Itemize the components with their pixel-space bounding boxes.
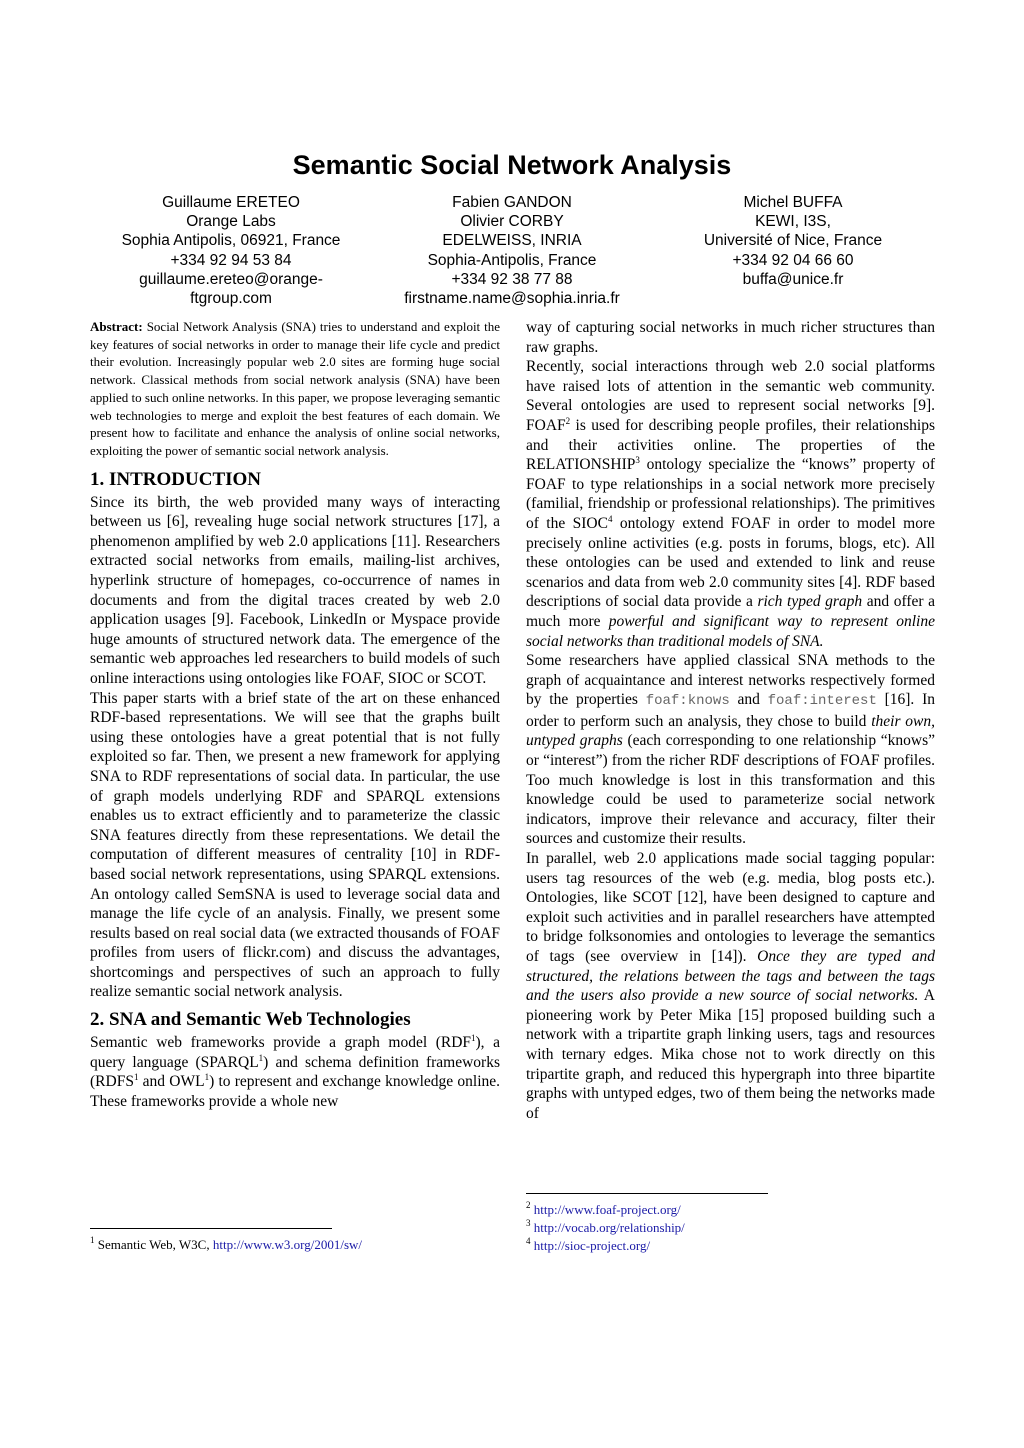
author-affiliation: EDELWEISS, INRIA	[442, 232, 582, 250]
author-phone: +334 92 94 53 84	[170, 251, 292, 269]
code-foaf-knows: foaf:knows	[645, 693, 730, 710]
code-foaf-interest: foaf:interest	[767, 693, 877, 710]
footnotes-right	[526, 1201, 685, 1255]
right-paragraph-3: In parallel, web 2.0 applications made social tagging popular: users tag resources of the web (e.g. media, blog posts etc.). Ontologies, like SCOT [12], have been designed to capture and exploit such activities and in parallel researchers have attempted to bridge folksonomies and ontologies to leverage the semantics of tags (see overview in [14]). Once they are typed and structured, the relations between the tags and between the tags and the users also provide a new source of social networks. A pioneering work by Peter Mika [15] proposed building such a network with a tripartite graph linking users, tags and resources with ternary edges. Mika chose not to work directly on this tripartite graph, and reduced this hypergraph into three bipartite graphs with untyped edges, two of them being the networks made of	[526, 850, 936, 1122]
author-name: Michel BUFFA	[743, 194, 843, 211]
author-address: Sophia-Antipolis, France	[427, 251, 597, 269]
footnote-marker: 1	[133, 1072, 139, 1083]
author-email: buffa@unice.fr	[742, 270, 844, 288]
footnote-marker: 1	[204, 1072, 210, 1083]
author-address: Sophia Antipolis, 06921, France	[121, 232, 341, 250]
author-address: Université of Nice, France	[703, 232, 883, 250]
footnote-marker: 3	[635, 455, 640, 466]
footnote-4: $^4$ http://sioc-project.org/	[526, 1236, 651, 1253]
author-block-1	[96, 193, 366, 308]
footnote-3: $^3$ http://vocab.org/relationship/	[526, 1218, 685, 1235]
abstract-label: Abstract:	[90, 319, 143, 334]
right-paragraph-2: Some researchers have applied classical SNA methods to the graph of acquaintance and interest networks respectively formed by the properties foaf:knows and foaf:interest [16]. In order to perform such an analysis, they chose to build their own, untyped graphs (each corresponding to one relationship “knows” or “interest”) from the richer RDF descriptions of FOAF profiles. Too much knowledge is lost in this transformation and this knowledge could be used to parameterize social network indicators, improve their relevance and accuracy, filter their sources and customize their results.	[526, 652, 935, 848]
author-phone: +334 92 38 77 88	[451, 270, 573, 288]
author-name: Guillaume ERETEO	[162, 194, 300, 211]
right-paragraph-0: way of capturing social networks in much richer structures than raw graphs.	[526, 319, 935, 356]
intro-paragraph-2: This paper starts with a brief state of the art on these enhanced RDF-based representations. We will see that the graphs built using these ontologies have a great potential that is not fully exploited so far. Then, we present a new framework for applying SNA to RDF representations of social data. In particular, the use of graph models underlying RDF and SPARQL extensions enables us to extract efficiently and to parameterize the classic SNA features directly from these representations. We detail the computation of different measures of centrality [10] in RDF-based social network representations, using SPARQL extensions. An ontology called SemSNA is used to leverage social data and manage the life cycle of an analysis. Finally, we present some results based on real social data (we extracted thousands of FOAF profiles from users of flickr.com) and discuss the advantages, shortcomings and perspectives of such an approach to fully realize semantic social network analysis.	[90, 689, 500, 1001]
section-heading-introduction: 1. INTRODUCTION	[90, 468, 262, 490]
footnote-marker: 1	[471, 1033, 476, 1044]
footnote-link[interactable]: http://vocab.org/relationship/	[533, 1220, 685, 1235]
right-paragraph-1: Recently, social interactions through web 2.0 social platforms have raised lots of attention in the semantic web community. Several ontologies are used to represent social networks [9]. FOAF$^2$ is used for describing people profiles, their relationships and their activities online. The properties of the RELATIONSHIP$^3$ ontology specialize the “knows” property of FOAF to type relationships in a social network more precisely (familial, friendship or professional relationships). The primitives of the SIOC$^4$ ontology extend FOAF in order to model more precisely online activities (e.g. posts in forums, blogs, etc). All these ontologies can be used and extended to link and reuse scenarios and data from web 2.0 community sites [4]. RDF based descriptions of social data provide a rich typed graph and offer a much more powerful and significant way to represent online social networks than traditional models of SNA.	[526, 358, 936, 650]
footnote-marker: 1	[258, 1052, 264, 1063]
abstract-text: Social Network Analysis (SNA) tries to understand and exploit the key features of social networks in order to manage their life cycle and predict their evolution. Increasingly popular web 2.0 sites are forming huge social network. Classical methods from social network analysis (SNA) have been applied to such online networks. In this paper, we propose leveraging semantic web technologies to merge and exploit the best features of each domain. We present how to facilitate and enhance the analysis of online social networks, exploiting the power of semantic social network analysis.	[90, 319, 500, 458]
author-affiliation: Orange Labs	[186, 213, 276, 231]
footnote-2: $^2$ http://www.foaf-project.org/	[526, 1200, 681, 1217]
footnote-marker: 2	[565, 415, 571, 426]
footnote-link[interactable]: http://www.w3.org/2001/sw/	[212, 1237, 363, 1252]
author-phone: +334 92 04 66 60	[732, 251, 854, 269]
author-email: firstname.name@sophia.inria.fr	[404, 290, 620, 308]
author-email-cont: ftgroup.com	[190, 290, 272, 308]
author-block-2	[377, 193, 647, 308]
footnote-marker: 4	[607, 513, 613, 524]
footnote-rule-left	[90, 1228, 332, 1229]
footnotes-left	[90, 1236, 362, 1254]
right-column	[526, 318, 935, 1123]
footnote-link[interactable]: http://sioc-project.org/	[533, 1238, 651, 1253]
section-heading-sna: 2. SNA and Semantic Web Technologies	[90, 1009, 411, 1031]
author-block-3	[658, 193, 928, 289]
abstract	[90, 318, 500, 460]
author-name-2: Olivier CORBY	[460, 213, 564, 231]
left-column	[90, 318, 500, 1111]
footnote-link[interactable]: http://www.foaf-project.org/	[533, 1202, 681, 1217]
footnote-1: $^1$ Semantic Web, W3C, http://www.w3.org/2001/sw/	[90, 1235, 363, 1252]
footnote-rule-right	[526, 1193, 768, 1194]
paper-title: Semantic Social Network Analysis	[292, 150, 732, 180]
intro-paragraph-1: Since its birth, the web provided many ways of interacting between us [6], revealing huge social network structures [17], a phenomenon amplified by web 2.0 applications [11]. Researchers extracted social networks from emails, mailing-list archives, hyperlink structure of homepages, co-occurrence of names in documents and from the digital traces created by web 2.0 application usages [9]. Facebook, LinkedIn or Myspace provide huge amounts of structured network data. The emergence of the semantic web approaches led researchers to build models of such online interactions using ontologies like FOAF, SIOC or SCOT.	[90, 493, 500, 687]
sna-paragraph-1: Semantic web frameworks provide a graph model (RDF$^1$), a query language (SPARQL$^1$) and schema definition frameworks (RDFS$^1$ and OWL$^1$) to represent and exchange knowledge online. These frameworks provide a whole new	[90, 1033, 501, 1110]
author-email: guillaume.ereteo@orange-	[139, 270, 323, 288]
author-affiliation: KEWI, I3S,	[755, 213, 831, 231]
author-name: Fabien GANDON	[452, 194, 572, 211]
